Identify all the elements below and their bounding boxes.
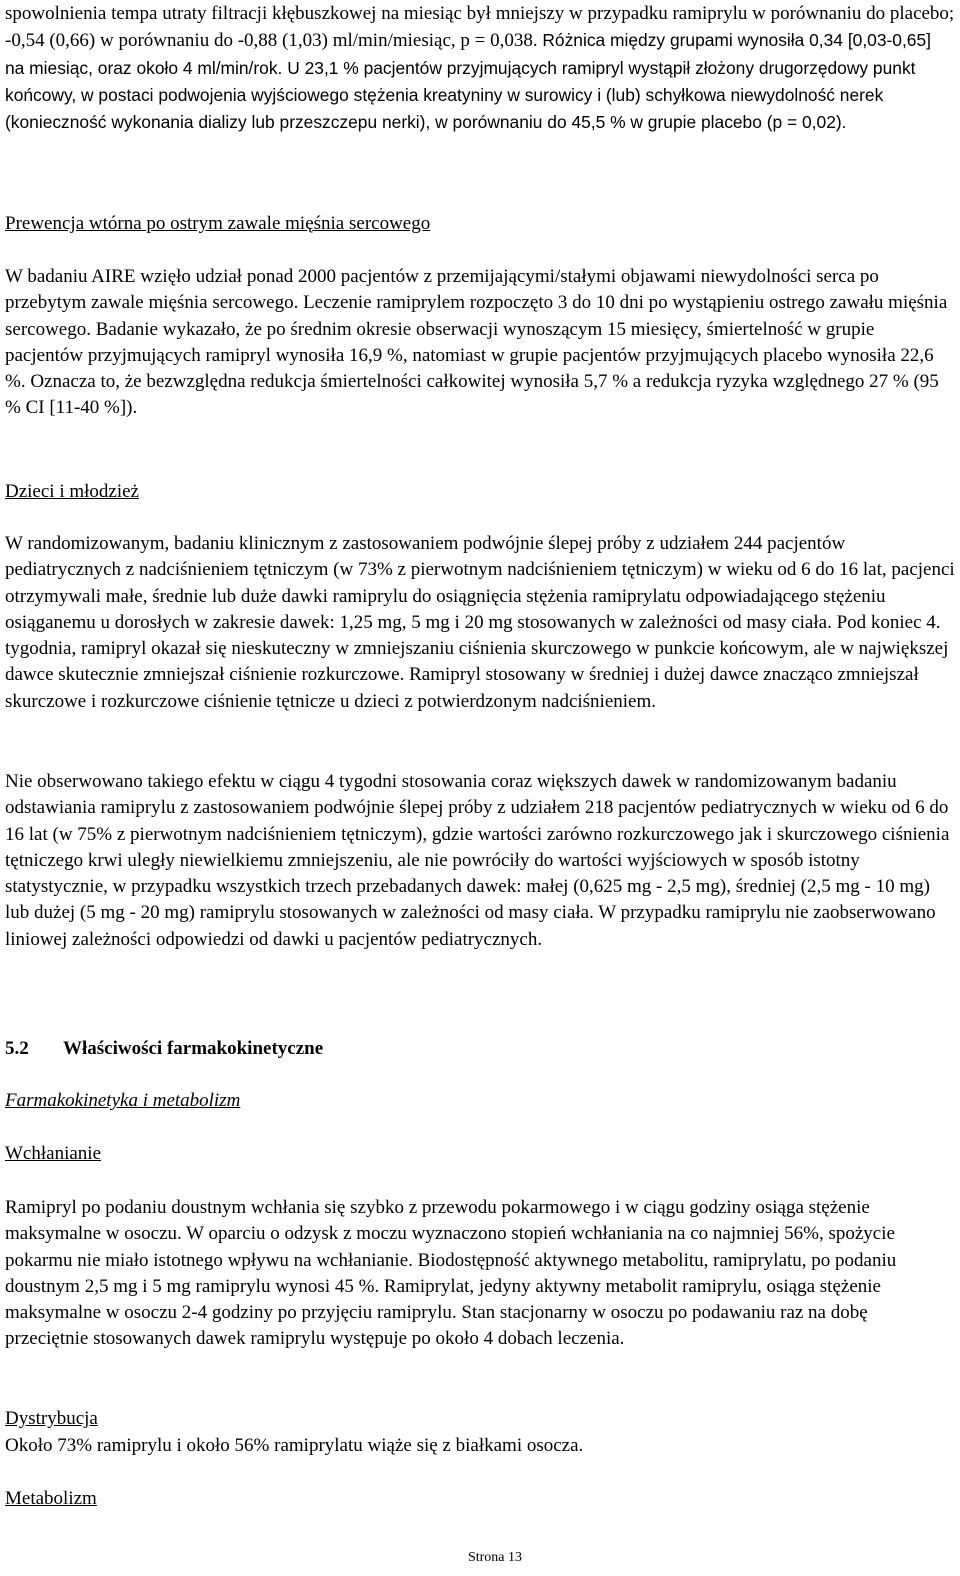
children-paragraph-1: W randomizowanym, badaniu klinicznym z zastosowaniem podwójnie ślepej próby z udziałem 244 pacjentów pediatrycznych z nadciśnieniem tętniczym (w 73% z pierwotnym nadciśnieniem tętniczym) w wieku od 6 do 16 lat, pacjenci otrzymywali małe, średnie lub duże dawki ramiprylu do osiągnięcia stężenia ramiprylatu odpowiadającego stężeniu osiąganemu u dorosłych w zakresie dawek: 1,25 mg, 5 mg i 20 mg stosowanych w zależności od masy ciała. Pod koniec 4. tygodnia, ramipryl okazał się nieskuteczny w zmniejszaniu ciśnienia skurczowego w punkcie końcowym, ale w największej dawce skutecznie zmniejszał ciśnienie rozkurczowe. Ramipryl stosowany w średniej i dużej dawce znacząco zmniejszał skurczowe i rozkurczowe ciśnienie tętnicze u dzieci z potwierdzonym nadciśnieniem. xyxy=(5,533,955,712)
absorption-paragraph: Ramipryl po podaniu doustnym wchłania się szybko z przewodu pokarmowego i w ciągu godziny osiąga stężenie maksymalne w osoczu. W oparciu o odzysk z moczu wyznaczono stopień wchłaniania na co najmniej 56%, spożycie pokarmu nie miało istotnego wpływu na wchłanianie. Biodostępność aktywnego metabolitu, ramiprylatu, po podaniu doustnym 2,5 mg i 5 mg ramiprylu wynosi 45 %. Ramiprylat, jedyny aktywny metabolit ramiprylu, osiąga stężenie maksymalne w osoczu 2-4 godziny po przyjęciu ramiprylu. Stan stacjonarny w osoczu po podawaniu raz na dobę przeciętnie stosowanych dawek ramiprylu występuje po około 4 dobach leczenia. xyxy=(5,1197,897,1350)
distribution-paragraph: Około 73% ramiprylu i około 56% ramiprylatu wiąże się z białkami osocza. xyxy=(5,1435,584,1456)
section-title-text: Właściwości farmakokinetyczne xyxy=(63,1038,324,1059)
children-paragraph-2: Nie obserwowano takiego efektu w ciągu 4 tygodni stosowania coraz większych dawek w randomizowanym badaniu odstawiania ramiprylu z zastosowaniem podwójnie ślepej próby z udziałem 218 pacjentów pediatrycznych w wieku od 6 do 16 lat (w 75% z pierwotnym nadciśnieniem tętniczym), gdzie wartości zarówno rozkurczowego jak i skurczowego ciśnienia tętniczego krwi uległy niewielkiemu zmniejszeniu, ale nie powróciły do wartości wyjściowych w sposób istotny statystycznie, w przypadku wszystkich trzech przebadanych dawek: małej (0,625 mg - 2,5 mg), średniej (2,5 mg - 10 mg) lub dużej (5 mg - 20 mg) ramiprylu stosowanych w zależności od masy ciała. W przypadku ramiprylu nie zaobserwowano liniowej zależności odpowiedzi od dawki u pacjentów pediatrycznych. xyxy=(5,771,950,950)
aire-heading: Prewencja wtórna po ostrym zawale mięśnia sercowego xyxy=(5,213,431,234)
intro-paragraph xyxy=(5,1,955,136)
children-heading: Dzieci i młodzież xyxy=(5,481,139,502)
section-number: 5.2 xyxy=(5,1038,29,1059)
distribution-heading: Dystrybucja xyxy=(5,1408,98,1429)
section-5-2-title xyxy=(5,1036,323,1062)
page-number: Strona 13 xyxy=(467,1550,523,1565)
intro-sans-text: Różnica między grupami wynosiła 0,34 [0,03-0,65] na miesiąc, oraz około 4 ml/min/rok. U 23,1 % pacjentów przyjmujących ramipryl wystąpił złożony drugorzędowy punkt końcowy, w postaci podwojenia wyjściowego stężenia kreatyniny w surowicy i (lub) schyłkowa niewydolność nerek (konieczność wykonania dializy lub przeszczepu nerki), w porównaniu do 45,5 % w grupie placebo (p = 0,02). xyxy=(5,30,931,133)
aire-paragraph: W badaniu AIRE wzięło udział ponad 2000 pacjentów z przemijającymi/stałymi objawami niewydolności serca po przebytym zawale mięśnia sercowego. Leczenie ramiprylem rozpoczęto 3 do 10 dni po wystąpieniu ostrego zawału mięśnia sercowego. Badanie wykazało, że po średnim okresie obserwacji wynoszącym 15 miesięcy, śmiertelność w grupie pacjentów przyjmujących ramipryl wynosiła 16,9 %, natomiast w grupie pacjentów przyjmujących placebo wynosiła 22,6 %. Oznacza to, że bezwzględna redukcja śmiertelności całkowitej wynosiła 5,7 % a redukcja ryzyka względnego 27 % (95 % CI [11-40 %]). xyxy=(5,266,948,419)
absorption-heading: Wchłanianie xyxy=(5,1143,102,1164)
intro-serif-text: spowolnienia tempa utraty filtracji kłębuszkowej na miesiąc był mniejszy w przypadku ramiprylu w porównaniu do placebo; -0,54 (0,66) w porównaniu do -0,88 (1,03) ml/min/miesiąc, p = 0,038. xyxy=(5,3,955,52)
metabolism-heading: Metabolizm xyxy=(5,1488,97,1509)
pharmacokinetics-heading: Farmakokinetyka i metabolizm xyxy=(5,1090,241,1111)
